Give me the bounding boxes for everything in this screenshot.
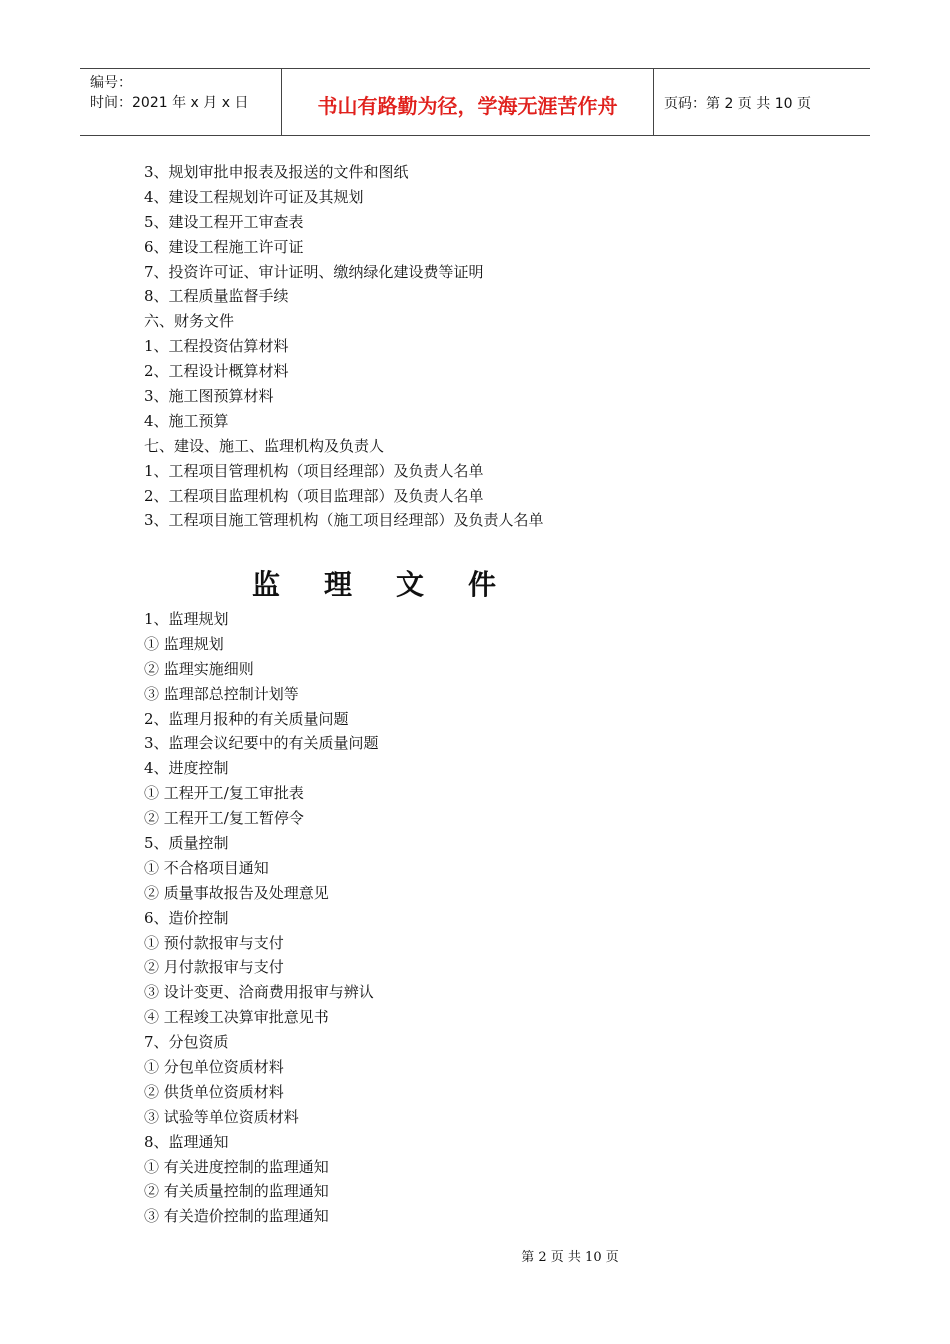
header-meta [80,69,282,135]
list-item: ③ 有关造价控制的监理通知 [144,1207,329,1226]
list-item: ③ 监理部总控制计划等 [144,684,299,703]
page-footer: 第 2 页 共 10 页 [521,1250,619,1265]
list-item: ② 工程开工/复工暂停令 [144,809,304,828]
list-item: 1、监理规划 [144,610,229,628]
document-list-one [144,160,824,533]
list-item: ① 不合格项目通知 [144,858,269,877]
list-item: ① 有关进度控制的监理通知 [144,1157,329,1176]
list-item: 1、工程项目管理机构（项目经理部）及负责人名单 [144,461,484,480]
document-list-two [144,607,824,1229]
list-item: 8、工程质量监督手续 [144,287,289,306]
list-item: 3、施工图预算材料 [144,387,274,406]
time-label: 时间：2021 年 x 月 x 日 [90,95,249,111]
list-item: ① 分包单位资质材料 [144,1058,284,1077]
list-item: 3、规划审批申报表及报送的文件和图纸 [144,163,409,181]
list-item: ② 监理实施细则 [144,659,254,678]
list-item: 6、造价控制 [144,908,229,927]
list-item: 4、建设工程规划许可证及其规划 [144,187,364,206]
list-item: ② 供货单位资质材料 [144,1082,284,1101]
list-item: ② 质量事故报告及处理意见 [144,883,329,902]
list-item: 4、进度控制 [144,759,229,778]
list-item: 6、建设工程施工许可证 [144,237,304,256]
list-item: ③ 试验等单位资质材料 [144,1107,299,1126]
section-heading: 七、建设、施工、监理机构及负责人 [144,436,385,455]
list-item: 2、监理月报种的有关质量问题 [144,709,349,728]
list-item: 4、施工预算 [144,411,229,430]
section-heading: 六、财务文件 [144,312,235,331]
list-item: ④ 工程竣工决算审批意见书 [144,1008,329,1027]
list-item: 2、工程设计概算材料 [144,362,289,381]
list-item: ③ 设计变更、洽商费用报审与辨认 [144,983,374,1002]
header-page-info: 页码：第 2 页 共 10 页 [664,96,811,112]
list-item: 5、建设工程开工审查表 [144,212,304,231]
list-item: ① 工程开工/复工审批表 [144,784,304,803]
list-item: 8、监理通知 [144,1132,229,1151]
list-item: ② 有关质量控制的监理通知 [144,1182,329,1201]
list-item: 7、投资许可证、审计证明、缴纳绿化建设费等证明 [144,262,484,281]
list-item: ② 月付款报审与支付 [144,958,284,977]
list-item: 3、监理会议纪要中的有关质量问题 [144,734,379,753]
page-header [80,68,870,136]
list-item: 3、工程项目施工管理机构（施工项目经理部）及负责人名单 [144,511,544,530]
list-item: ① 监理规划 [144,634,224,653]
section-title: 监理文件 [252,568,541,601]
list-item: 7、分包资质 [144,1033,229,1052]
list-item: 1、工程投资估算材料 [144,337,289,356]
list-item: 5、质量控制 [144,834,229,853]
header-motto: 书山有路勤为径，学海无涯苦作舟 [282,69,654,135]
list-item: 2、工程项目监理机构（项目监理部）及负责人名单 [144,486,484,505]
number-label: 编号： [90,75,132,91]
list-item: ① 预付款报审与支付 [144,933,284,952]
